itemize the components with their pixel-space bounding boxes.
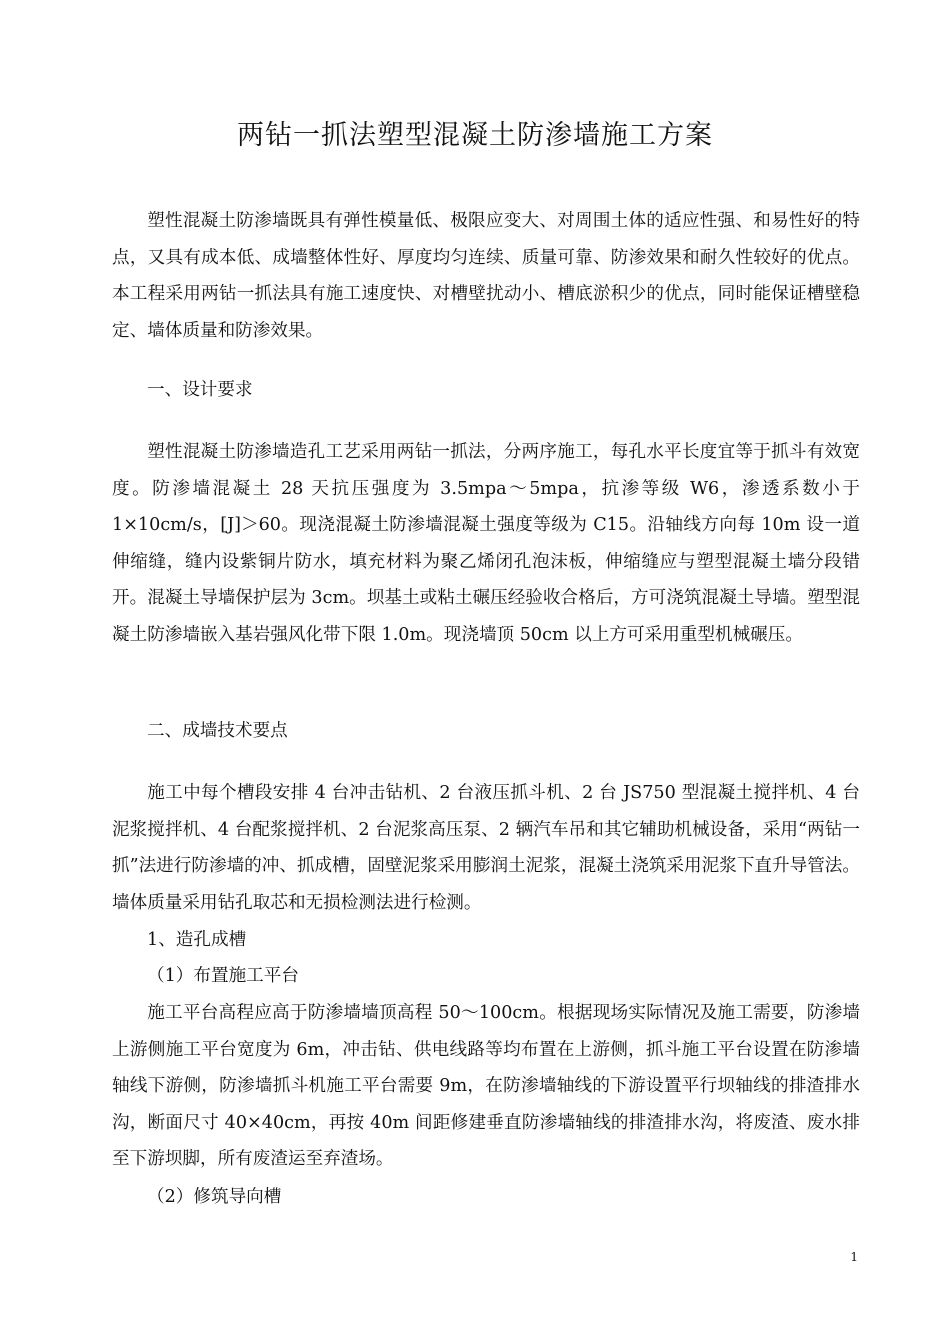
intro-paragraph: 塑性混凝土防渗墙既具有弹性模量低、极限应变大、对周围土体的适应性强、和易性好的特点，又具有成本低、成墙整体性好、厚度均匀连续、质量可靠、防渗效果和耐久性较好的优点。本工程采用两钻一抓法具有施工速度快、对槽壁扰动小、槽底淤积少的优点，同时能保证槽壁稳定、墙体质量和防渗效果。	[112, 211, 860, 341]
subsection-heading-platform: （1）布置施工平台	[147, 966, 299, 986]
section-heading-wall-technique: 二、成墙技术要点	[147, 721, 288, 741]
document-title: 两钻一抓法塑型混凝土防渗墙施工方案	[237, 120, 713, 151]
section-heading-design-requirements: 一、设计要求	[147, 380, 253, 400]
design-requirements-paragraph: 塑性混凝土防渗墙造孔工艺采用两钻一抓法，分两序施工，每孔水平长度宜等于抓斗有效宽度。防渗墙混凝土 28 天抗压强度为 3.5mpa～5mpa，抗渗等级 W6，渗透系数小于 1×10cm/s，[J]＞60。现浇混凝土防渗墙混凝土强度等级为 C15。沿轴线方向每 10m 设一道伸缩缝，缝内设紫铜片防水，填充材料为聚乙烯闭孔泡沫板，伸缩缝应与塑型混凝土墙分段错开。混凝土导墙保护层为 3cm。坝基土或粘土碾压经验收合格后，方可浇筑混凝土导墙。塑型混凝土防渗墙嵌入基岩强风化带下限 1.0m。现浇墙顶 50cm 以上方可采用重型机械碾压。	[112, 442, 860, 645]
subsection-heading-guide-trench: （2）修筑导向槽	[147, 1187, 282, 1207]
wall-technique-paragraph: 施工中每个槽段安排 4 台冲击钻机、2 台液压抓斗机、2 台 JS750 型混凝土搅拌机、4 台泥浆搅拌机、4 台配浆搅拌机、2 台泥浆高压泵、2 辆汽车吊和其它辅助机械设备，采用“两钻一抓”法进行防渗墙的冲、抓成槽，固壁泥浆采用膨润土泥浆，混凝土浇筑采用泥浆下直升导管法。墙体质量采用钻孔取芯和无损检测法进行检测。	[112, 783, 860, 913]
subsection-heading-drilling: 1、造孔成槽	[147, 930, 247, 950]
page-number: 1	[850, 1250, 858, 1264]
platform-paragraph: 施工平台高程应高于防渗墙墙顶高程 50～100cm。根据现场实际情况及施工需要，防渗墙上游侧施工平台宽度为 6m，冲击钻、供电线路等均布置在上游侧，抓斗施工平台设置在防渗墙轴线下游侧，防渗墙抓斗机施工平台需要 9m，在防渗墙轴线的下游设置平行坝轴线的排渣排水沟，断面尺寸 40×40cm，再按 40m 间距修建垂直防渗墙轴线的排渣排水沟，将废渣、废水排至下游坝脚，所有废渣运至弃渣场。	[112, 1003, 860, 1170]
